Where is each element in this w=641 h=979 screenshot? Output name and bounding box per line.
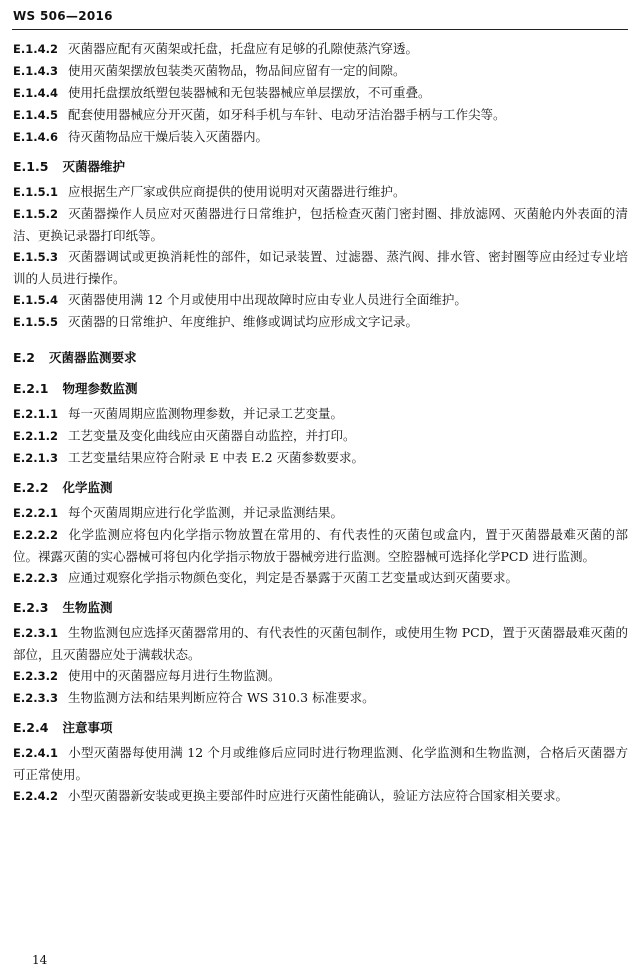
clause-text: 灭菌器调试或更换消耗性的部件，如记录装置、过滤器、蒸汽阀、排水管、密封圈等应由经过专业培训的人员进行操作。 [13,249,628,286]
clause-text: 物理参数监测 [62,381,138,396]
clause-paragraph [13,425,628,447]
clause-paragraph [13,311,628,333]
clause-text: 生物监测包应选择灭菌器常用的、有代表性的灭菌包制作，或使用生物 PCD，置于灭菌器最难灭菌的部位，且灭菌器应处于满载状态。 [13,625,628,662]
subsection-heading [13,477,628,498]
clause-number: E.2.3 [13,600,49,615]
clause-number: E.2.4.1 [13,746,58,760]
clause-text: 每个灭菌周期应进行化学监测，并记录监测结果。 [67,505,343,520]
clause-paragraph [13,403,628,425]
clause-text: 灭菌器监测要求 [49,350,137,365]
subsection-heading [13,717,628,738]
clause-paragraph [13,60,628,82]
clause-text: 工艺变量及变化曲线应由灭菌器自动监控，并打印。 [67,428,356,443]
clause-paragraph [13,82,628,104]
clause-number: E.2.3.3 [13,691,58,705]
document-header: WS 506—2016 [13,9,113,23]
subsection-heading [13,378,628,399]
clause-text: 使用中的灭菌器应每月进行生物监测。 [67,668,281,683]
clause-paragraph [13,447,628,469]
clause-number: E.1.5 [13,159,49,174]
clause-number: E.1.5.1 [13,185,58,199]
clause-text: 小型灭菌器新安装或更换主要部件时应进行灭菌性能确认，验证方法应符合国家相关要求。 [67,788,568,803]
clause-paragraph [13,687,628,709]
clause-text: 待灭菌物品应干燥后装入灭菌器内。 [67,129,268,144]
clause-text: 灭菌器使用满 12 个月或使用中出现故障时应由专业人员进行全面维护。 [67,292,467,307]
clause-number: E.1.4.5 [13,108,58,122]
clause-paragraph [13,246,628,289]
clause-number: E.1.5.2 [13,207,58,221]
clause-text: 工艺变量结果应符合附录 E 中表 E.2 灭菌参数要求。 [67,450,365,465]
clause-paragraph [13,126,628,148]
clause-text: 生物监测 [62,600,113,615]
clause-paragraph [13,181,628,203]
clause-number: E.1.5.4 [13,293,58,307]
clause-paragraph [13,524,628,567]
clause-number: E.2.4.2 [13,789,58,803]
clause-paragraph [13,38,628,60]
clause-number: E.1.4.2 [13,42,58,56]
clause-number: E.2.2 [13,480,49,495]
clause-text: 应通过观察化学指示物颜色变化，判定是否暴露于灭菌工艺变量或达到灭菌要求。 [67,570,518,585]
clause-paragraph [13,289,628,311]
clause-number: E.2 [13,350,35,365]
clause-text: 生物监测方法和结果判断应符合 WS 310.3 标准要求。 [67,690,375,705]
clause-paragraph [13,665,628,687]
clause-number: E.2.1.3 [13,451,58,465]
clause-text: 使用灭菌架摆放包装类灭菌物品，物品间应留有一定的间隙。 [67,63,406,78]
clause-paragraph [13,567,628,589]
clause-paragraph [13,742,628,785]
clause-number: E.1.4.3 [13,64,58,78]
clause-number: E.1.4.6 [13,130,58,144]
document-body [13,38,628,807]
clause-number: E.2.2.1 [13,506,58,520]
clause-text: 小型灭菌器每使用满 12 个月或维修后应同时进行物理监测、化学监测和生物监测，合格后灭菌器方可正常使用。 [13,745,628,782]
clause-text: 灭菌器操作人员应对灭菌器进行日常维护，包括检查灭菌门密封圈、排放滤网、灭菌舱内外表面的清洁、更换记录器打印纸等。 [13,206,628,243]
clause-text: 配套使用器械应分开灭菌，如牙科手机与车针、电动牙洁治器手柄与工作尖等。 [67,107,506,122]
clause-text: 灭菌器的日常维护、年度维护、维修或调试均应形成文字记录。 [67,314,418,329]
section-heading [13,347,628,368]
clause-number: E.1.4.4 [13,86,58,100]
clause-text: 灭菌器应配有灭菌架或托盘，托盘应有足够的孔隙使蒸汽穿透。 [67,41,418,56]
subsection-heading [13,597,628,618]
clause-text: 化学监测应将包内化学指示物放置在常用的、有代表性的灭菌包或盒内，置于灭菌器最难灭菌的部位。裸露灭菌的实心器械可将包内化学指示物放于器械旁进行监测。空腔器械可选择化学PCD 进行监测。 [13,527,628,564]
clause-paragraph [13,785,628,807]
subsection-heading [13,156,628,177]
clause-number: E.2.3.2 [13,669,58,683]
clause-text: 使用托盘摆放纸塑包装器械和无包装器械应单层摆放，不可重叠。 [67,85,431,100]
page-number: 14 [32,953,48,967]
clause-text: 灭菌器维护 [62,159,125,174]
clause-number: E.2.1.2 [13,429,58,443]
clause-number: E.1.5.3 [13,250,58,264]
clause-number: E.2.4 [13,720,49,735]
clause-number: E.2.1.1 [13,407,58,421]
clause-paragraph [13,622,628,665]
clause-number: E.2.1 [13,381,49,396]
clause-paragraph [13,502,628,524]
clause-paragraph [13,104,628,126]
header-rule [12,29,628,30]
clause-number: E.2.3.1 [13,626,58,640]
clause-text: 每一灭菌周期应监测物理参数，并记录工艺变量。 [67,406,343,421]
clause-number: E.2.2.2 [13,528,58,542]
clause-text: 化学监测 [62,480,113,495]
clause-text: 注意事项 [62,720,113,735]
clause-paragraph [13,203,628,246]
clause-text: 应根据生产厂家或供应商提供的使用说明对灭菌器进行维护。 [67,184,406,199]
clause-number: E.1.5.5 [13,315,58,329]
clause-number: E.2.2.3 [13,571,58,585]
